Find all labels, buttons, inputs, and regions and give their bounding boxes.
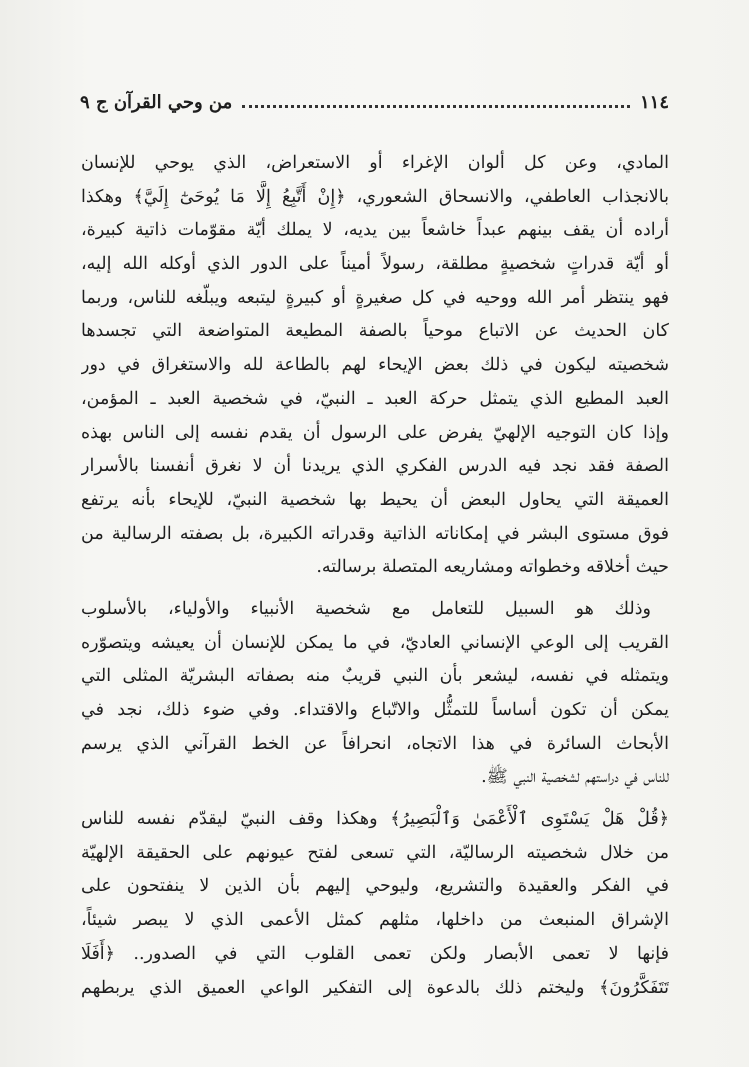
text-line: الإشراق المنبعث من داخلها، مثلهم كمثل الأعمى الذي لا يبصر شيئاً، [81,910,669,931]
text-line: القريب إلى الوعي الإنساني العاديّ، في ما يمكن للإنسان أن يعيشه ويتصوّره [81,632,669,653]
text-line: المادي، وعن كل ألوان الإغراء أو الاستعراض، الذي يوحي للإنسان [81,153,669,173]
page-number: ١١٤ [639,92,669,113]
text-line: كان الحديث عن الاتباع موحياً بالصفة المطيعة المتواضعة التي تجسدها [81,321,669,342]
text-line: حيث أخلاقه وخطواته ومشاريعه المتصلة برسالته. [316,557,669,578]
running-title: من وحي القرآن ج ٩ [80,92,233,113]
paragraph [81,593,669,795]
text-line: وذلك هو السبيل للتعامل مع شخصية الأنبياء والأولياء، بالأسلوب [81,598,651,619]
text-line: فوق مستوى البشر في إمكاناته الذاتية وقدراته الكبيرة، بل بصفته الرسالية من [81,523,669,544]
text-line: يمكن أن تكون أساساً للتمثُّل والاتّباع والاقتداء. وفي ضوء ذلك، نجد في [81,700,669,720]
text-line: الأبحاث السائرة في هذا الاتجاه، انحرافاً عن الخط القرآني الذي يرسم [81,733,669,754]
text-line: فإنها لا تعمى الأبصار ولكن تعمى القلوب التي في الصدور.. ﴿أَفَلَا [81,943,669,964]
text-line: الصفة فقد نجد فيه الدرس الفكري الذي يريدنا أن لا نغرق أنفسنا بالأسرار [81,456,669,477]
text-line: العميقة التي يحاول البعض أن يحيط بها شخصية النبيّ، للإيحاء بأنه يرتفع [81,489,669,510]
text-line: بالانجذاب العاطفي، والانسحاق الشعوري، ﴿إِنْ أَتَّبِعُ إِلَّا مَا يُوحَىٰٓ إِلَيَّ﴾ وهكذا [81,186,669,207]
paragraph [81,147,669,585]
text-line: شخصيته ليكون في ذلك بعض الإيحاء لهم بالطاعة لله والاستغراق في دور [81,355,669,376]
text-line: أراده أن يقف بينهم عبداً خاشعاً بين يديه، لا يملك أيّة مقوّمات ذاتية كبيرة، [81,220,669,241]
text-line: في الفكر والعقيدة والتشريع، وليوحي إليهم بأن الذين لا ينفتحون على [81,876,669,897]
text-line: وإذا كان التوجيه الإلهيّ يفرض على الرسول أن يقدم نفسه إلى الناس بهذه [81,422,669,443]
text-line: من خلال شخصيته الرساليّة، التي تسعى لفتح عيونهم على الحقيقة الإلهيّة [81,842,669,863]
text-line: ﴿قُلْ هَلْ يَسْتَوِى ٱلْأَعْمَىٰ وَٱلْبَصِيرُ﴾ وهكذا وقف النبيّ ليقدّم نفسه للناس [81,809,669,830]
text-line: العبد المطيع الذي يتمثل حركة العبد ـ النبيّ، في شخصية العبد ـ المؤمن، [81,388,669,409]
header-dot-leader [242,105,630,108]
paragraph [81,803,669,1005]
text-line: ويتمثله في نفسه، ليشعر بأن النبي قريبٌ منه بصفاته البشريّة المثلى التي [81,666,669,687]
main-text [81,147,669,1005]
text-line: أو أيّة قدراتٍ شخصيةٍ مطلقة، رسولاً أميناً على الدور الذي أوكله الله إليه، [81,254,669,275]
text-line: فهو ينتظر أمر الله ووحيه في كل صغيرةٍ أو كبيرةٍ ليتبعه ويبلّغه للناس، وربما [81,287,669,308]
text-line: للناس في دراستهم لشخصية النبي ﷺ. [481,767,669,788]
running-header [80,92,669,120]
text-line: تَتَفَكَّرُونَ﴾ وليختم ذلك بالدعوة إلى التفكير الواعي العميق الذي يربطهم [81,977,669,998]
